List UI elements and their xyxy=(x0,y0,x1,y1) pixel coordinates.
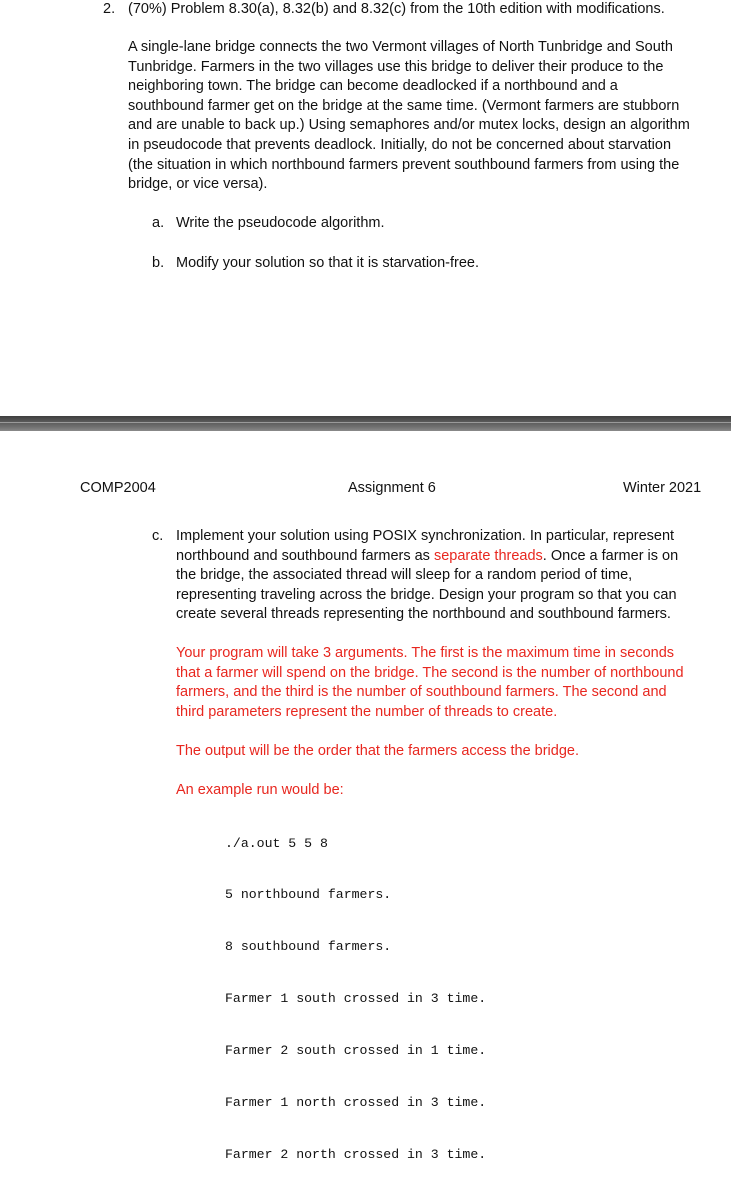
example-output-line: Farmer 1 north crossed in 3 time. xyxy=(225,1095,487,1111)
item-c-line: create several threads representing the northbound and southbound farmers. xyxy=(176,606,671,623)
example-output-line: Farmer 2 north crossed in 3 time. xyxy=(225,1146,487,1162)
example-output-line: ./a.out 5 5 8 xyxy=(225,835,328,851)
example-output-line: Farmer 2 south crossed in 1 time. xyxy=(225,1043,487,1059)
item-b-text: Modify your solution so that it is starvation-free. xyxy=(176,255,480,271)
example-label: An example run would be: xyxy=(176,782,344,798)
example-output-line: Farmer 1 south crossed in 3 time. xyxy=(225,991,487,1007)
item-a-marker: a. xyxy=(152,215,165,231)
paragraph-line: (the situation in which northbound farmers prevent southbound farmers from using the xyxy=(128,156,680,173)
item-c-marker: c. xyxy=(152,528,164,544)
paragraph-line: neighboring town. The bridge can become deadlocked if a northbound and a xyxy=(128,78,618,95)
paragraph-line: in pseudocode that prevents deadlock. Initially, do not be concerned about starvation xyxy=(128,136,672,153)
item-c-line2-after: . Once a farmer is on xyxy=(542,547,679,564)
example-output-block xyxy=(225,800,486,1181)
separate-threads-highlight: separate threads xyxy=(433,547,543,564)
item-c-line: the bridge, the associated thread will sleep for a random period of time, xyxy=(176,567,633,584)
arguments-line: Your program will take 3 arguments. The first is the maximum time in seconds xyxy=(176,645,675,661)
header-course: COMP2004 xyxy=(80,480,156,496)
item-b-marker: b. xyxy=(152,255,165,271)
item-c-line: Implement your solution using POSIX synchronization. In particular, represent xyxy=(176,528,675,544)
example-output-line: 8 southbound farmers. xyxy=(225,939,392,955)
example-output-line: 5 northbound farmers. xyxy=(225,887,392,903)
paragraph-line: and are unable to back up.) Using semaphores and/or mutex locks, design an algorithm xyxy=(128,117,690,134)
arguments-line: farmers, and the third is the number of southbound farmers. The second and xyxy=(176,684,667,701)
paragraph-line: A single-lane bridge connects the two Vermont villages of North Tunbridge and South xyxy=(128,39,673,55)
paragraph-line: bridge, or vice versa). xyxy=(128,176,268,193)
output-description: The output will be the order that the farmers access the bridge. xyxy=(176,743,579,759)
item-c-line: representing traveling across the bridge. Design your program so that you can xyxy=(176,586,677,603)
problem-paragraph xyxy=(128,38,690,195)
header-term: Winter 2021 xyxy=(623,480,702,496)
problem-title: (70%) Problem 8.30(a), 8.32(b) and 8.32(c) from the 10th edition with modifications. xyxy=(128,1,665,17)
arguments-line: that a farmer will spend on the bridge. The second is the number of northbound xyxy=(176,664,684,681)
arguments-line: third parameters represent the number of threads to create. xyxy=(176,703,558,720)
item-c-line2-before: northbound and southbound farmers as xyxy=(176,547,434,564)
arguments-paragraph xyxy=(176,644,684,722)
page-break-divider xyxy=(0,416,731,431)
item-c-paragraph xyxy=(176,527,678,625)
item-c-line xyxy=(176,547,678,567)
problem-number: 2. xyxy=(103,1,116,17)
item-a-text: Write the pseudocode algorithm. xyxy=(176,215,385,231)
header-assignment: Assignment 6 xyxy=(348,480,436,496)
paragraph-line: Tunbridge. Farmers in the two villages use this bridge to deliver their produce to the xyxy=(128,58,664,75)
paragraph-line: southbound farmer get on the bridge at the same time. (Vermont farmers are stubborn xyxy=(128,97,680,114)
